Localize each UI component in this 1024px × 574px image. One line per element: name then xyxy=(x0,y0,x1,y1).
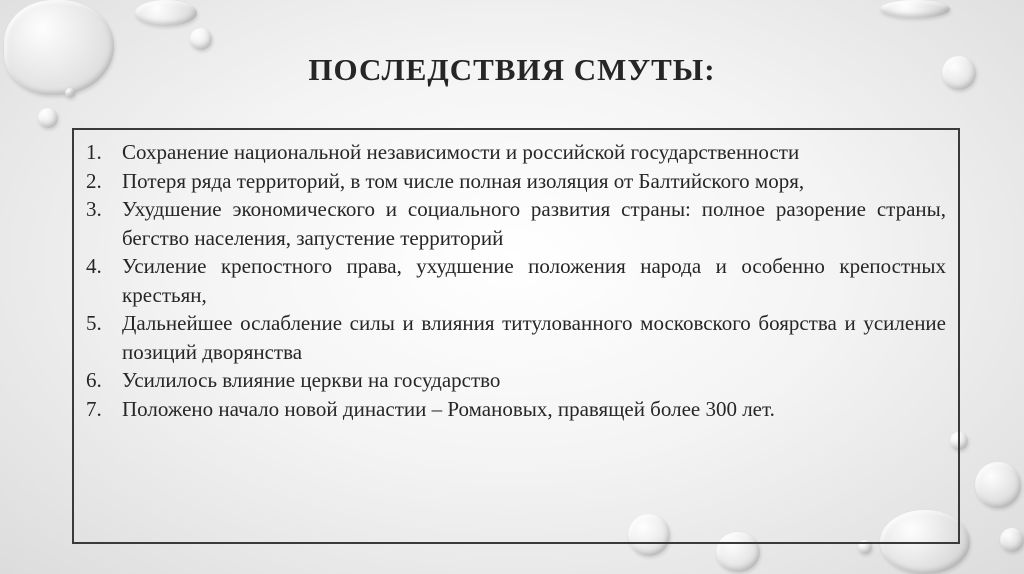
item-text: Ухудшение экономического и социального развития страны: полное разорение страны, бегство населения, запустение территорий xyxy=(122,197,946,250)
water-drop-decoration xyxy=(975,462,1021,508)
item-number: 5. xyxy=(86,311,102,335)
water-drop-decoration xyxy=(880,0,950,18)
list-item xyxy=(86,395,946,424)
list-item xyxy=(86,167,946,196)
item-number: 3. xyxy=(86,197,102,221)
item-number: 2. xyxy=(86,168,102,193)
item-text: Положено начало новой династии – Романовых, правящей более 300 лет. xyxy=(122,396,775,421)
consequences-list xyxy=(86,138,946,423)
list-item xyxy=(86,138,946,167)
item-text: Дальнейшее ослабление силы и влияния титулованного московского боярства и усиление позиций дворянства xyxy=(122,311,946,364)
slide-title: ПОСЛЕДСТВИЯ СМУТЫ: xyxy=(308,52,716,87)
list-item xyxy=(86,366,946,395)
consequences-box xyxy=(72,128,960,544)
list-item xyxy=(86,309,946,366)
list-item xyxy=(86,252,946,309)
water-drop-decoration xyxy=(135,0,197,26)
item-text: Усиление крепостного права, ухудшение положения народа и особенно крепостных крестьян, xyxy=(122,254,946,307)
item-number: 6. xyxy=(86,368,102,392)
item-number: 1. xyxy=(86,140,102,164)
water-drop-decoration xyxy=(1000,528,1024,552)
item-text: Усилилось влияние церкви на государство xyxy=(122,368,501,392)
water-drop-decoration xyxy=(65,88,75,98)
item-text: Потеря ряда территорий, в том числе полная изоляция от Балтийского моря, xyxy=(122,168,805,193)
item-number: 7. xyxy=(86,396,102,421)
water-drop-decoration xyxy=(190,28,212,50)
item-text: Сохранение национальной независимости и российской государственности xyxy=(122,140,800,164)
item-number: 4. xyxy=(86,254,102,278)
water-drop-decoration xyxy=(38,108,58,128)
list-item xyxy=(86,195,946,252)
